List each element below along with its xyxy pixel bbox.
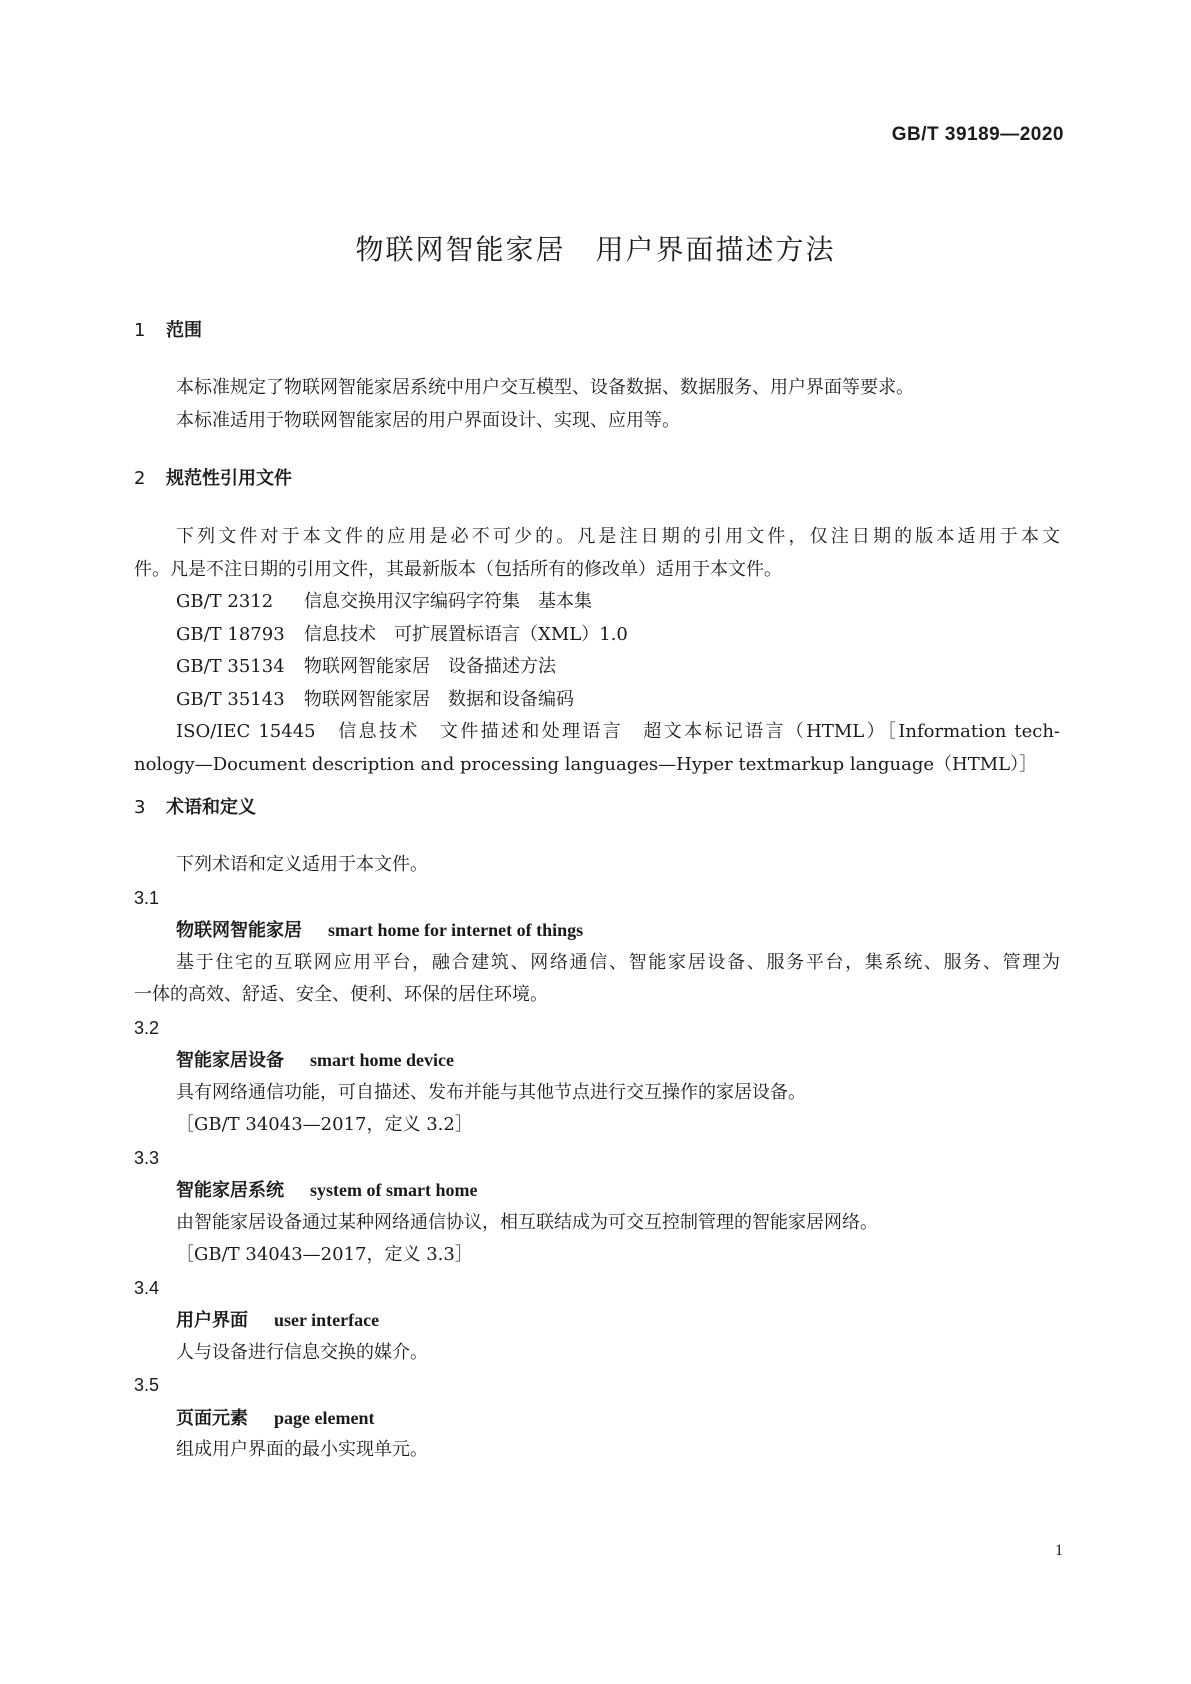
term-en: page element bbox=[274, 1407, 375, 1428]
title-part2: 用户界面描述方法 bbox=[595, 233, 836, 266]
scope-body bbox=[134, 372, 1060, 437]
title-part1: 物联网智能家居 bbox=[355, 233, 566, 266]
reference-code: GB/T 2312 bbox=[176, 591, 274, 612]
section-terms bbox=[134, 793, 1060, 823]
term-zh: 智能家居设备 bbox=[176, 1050, 284, 1071]
document-title bbox=[0, 228, 1191, 268]
section-title: 范围 bbox=[166, 320, 202, 341]
term-definition: 组成用户界面的最小实现单元。 bbox=[176, 1439, 428, 1460]
reference-title: 物联网智能家居 数据和设备编码 bbox=[304, 688, 574, 710]
section-heading bbox=[134, 793, 1060, 823]
paragraph-line: 件。凡是不注日期的引用文件，其最新版本（包括所有的修改单）适用于本文件。 bbox=[134, 558, 782, 580]
reference-code: GB/T 18793 bbox=[176, 623, 285, 645]
term-en: smart home device bbox=[310, 1050, 454, 1070]
paragraph: 本标准规定了物联网智能家居系统中用户交互模型、设备数据、数据服务、用户界面等要求。 bbox=[176, 377, 914, 398]
term-heading bbox=[134, 1402, 1060, 1435]
section-title: 术语和定义 bbox=[166, 797, 256, 818]
reference-title: 信息技术 可扩展置标语言（XML）1.0 bbox=[304, 623, 628, 645]
reference-item-iso: ISO/IEC 15445 信息技术 文件描述和处理语言 超文本标记语言（HTML）［Information tech- bbox=[176, 721, 1060, 742]
section-number: 1 bbox=[134, 320, 146, 341]
terms-intro: 下列术语和定义适用于本文件。 bbox=[176, 854, 428, 875]
reference-item bbox=[134, 651, 1060, 684]
reference-title: 信息交换用汉字编码字符集 基本集 bbox=[304, 591, 592, 612]
references-body bbox=[134, 521, 1060, 781]
term-heading bbox=[134, 1174, 1060, 1207]
term-number: 3.2 bbox=[134, 1017, 160, 1038]
term-en: smart home for internet of things bbox=[328, 920, 584, 940]
term-en: user interface bbox=[274, 1310, 380, 1330]
term-source: ［GB/T 34043—2017，定义 3.2］ bbox=[176, 1114, 473, 1135]
term-source: ［GB/T 34043—2017，定义 3.3］ bbox=[176, 1244, 473, 1265]
term-zh: 物联网智能家居 bbox=[176, 920, 302, 941]
term-definition: 由智能家居设备通过某种网络通信协议，相互联结成为可交互控制管理的智能家居网络。 bbox=[176, 1211, 878, 1233]
term-heading bbox=[134, 914, 1060, 947]
term-definition: 基于住宅的互联网应用平台，融合建筑、网络通信、智能家居设备、服务平台，集系统、服务、管理为 bbox=[176, 951, 1060, 973]
term-definition-cont: 一体的高效、舒适、安全、便利、环保的居住环境。 bbox=[134, 984, 548, 1005]
paragraph: 本标准适用于物联网智能家居的用户界面设计、实现、应用等。 bbox=[176, 409, 680, 431]
terms-body bbox=[134, 849, 1060, 1467]
reference-code: GB/T 35134 bbox=[176, 656, 285, 677]
section-number: 2 bbox=[134, 468, 146, 489]
section-number: 3 bbox=[134, 797, 146, 818]
term-definition: 具有网络通信功能，可自描述、发布并能与其他节点进行交互操作的家居设备。 bbox=[176, 1081, 806, 1103]
term-heading bbox=[134, 1044, 1060, 1077]
section-title: 规范性引用文件 bbox=[166, 468, 292, 489]
standard-code: GB/T 39189—2020 bbox=[891, 124, 1064, 145]
reference-item bbox=[134, 684, 1060, 717]
reference-item-iso-cont: nology—Document description and processing languages—Hyper textmarkup language（HTML）］ bbox=[134, 753, 1038, 775]
term-number: 3.4 bbox=[134, 1277, 160, 1298]
term-definition: 人与设备进行信息交换的媒介。 bbox=[176, 1341, 428, 1363]
section-heading bbox=[134, 316, 1060, 346]
section-scope bbox=[134, 316, 1060, 346]
term-heading bbox=[134, 1304, 1060, 1337]
paragraph-line: 下列文件对于本文件的应用是必不可少的。凡是注日期的引用文件，仅注日期的版本适用于本文 bbox=[176, 526, 1060, 547]
term-en: system of smart home bbox=[310, 1180, 478, 1200]
term-zh: 用户界面 bbox=[176, 1310, 248, 1331]
term-number: 3.3 bbox=[134, 1147, 160, 1168]
page-number: 1 bbox=[1055, 1542, 1063, 1559]
reference-code: GB/T 35143 bbox=[176, 688, 285, 710]
term-number: 3.5 bbox=[134, 1375, 160, 1395]
section-normative-references bbox=[134, 464, 1060, 494]
reference-item bbox=[134, 586, 1060, 619]
section-heading bbox=[134, 464, 1060, 494]
reference-item bbox=[134, 619, 1060, 652]
term-zh: 页面元素 bbox=[176, 1407, 248, 1429]
term-number: 3.1 bbox=[134, 887, 160, 908]
reference-title: 物联网智能家居 设备描述方法 bbox=[304, 656, 556, 677]
term-zh: 智能家居系统 bbox=[176, 1180, 284, 1201]
